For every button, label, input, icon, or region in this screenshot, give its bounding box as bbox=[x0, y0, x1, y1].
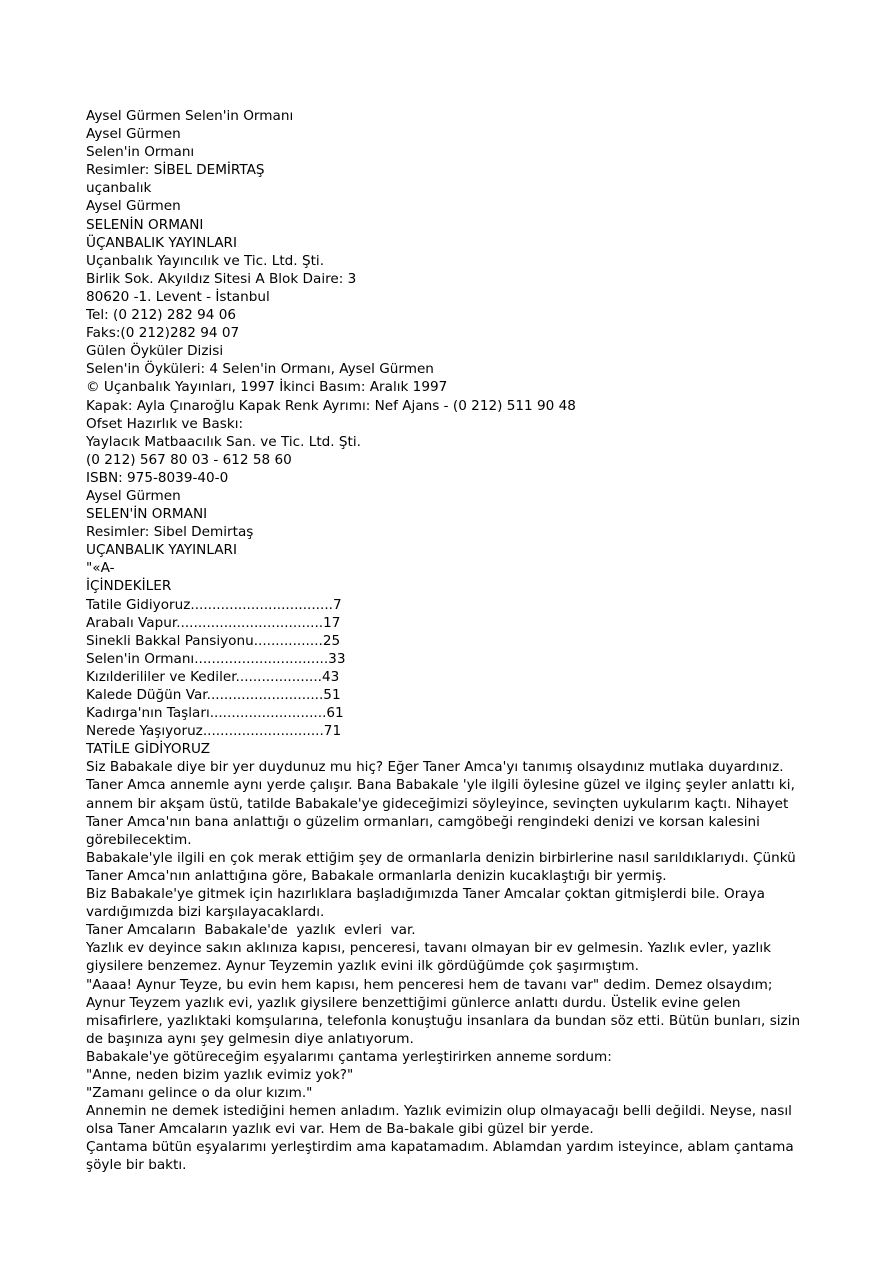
toc-entry: Arabalı Vapur..................................17 bbox=[86, 614, 341, 631]
body-paragraph: Çantama bütün eşyalarımı yerleştirdim ama kapatamadım. Ablamdan yardım isteyince, ablam çantama şöyle bir baktı. bbox=[86, 1139, 794, 1174]
body-paragraph: Siz Babakale diye bir yer duydunuz mu hiç? Eğer Taner Amca'yı tanımış olsaydınız mutlaka duyardınız. Taner Amca annemle aynı yerde çalışır. Bana Babakale 'yle ilgili öylesine güzel ve ilginç şeyler anlattı ki, annem bir akşam üstü, tatilde Babakale'ye gideceğimizi söyleyince, sevinçten uykularım kaçtı. Nihayet Taner Amca'nın bana anlattığı o güzelim ormanları, camgöbeği rengindeki denizi ve korsan kalesini görebilecektim. bbox=[86, 759, 795, 848]
author-name: Aysel Gürmen bbox=[86, 487, 181, 504]
printer-phone: (0 212) 567 80 03 - 612 58 60 bbox=[86, 451, 292, 468]
publisher-logo-text: uçanbalık bbox=[86, 180, 152, 197]
document-page bbox=[86, 107, 808, 1175]
book-title-upper: SELENİN ORMANI bbox=[86, 216, 204, 233]
body-paragraph: "Aaaa! Aynur Teyze, bu evin hem kapısı, hem penceresi hem de tavanı var" dedim. Demez olsaydım; Aynur Teyzem yazlık evi, yazlık giysilere benzettiğimi günlerce anlattı durdu. Üstelik evine gelen misafirlere, yazlıktaki komşularına, telefonla konuştuğu insanlara da bundan söz etti. Bütün bunları, sizin de başınıza aynı şey gelmesin diye anlatıyorum. bbox=[86, 976, 801, 1047]
book-title: Selen'in Ormanı bbox=[86, 144, 195, 161]
series-entry: Selen'in Öyküleri: 4 Selen'in Ormanı, Aysel Gürmen bbox=[86, 361, 434, 378]
copyright-line: © Uçanbalık Yayınları, 1997 İkinci Basım: Aralık 1997 bbox=[86, 379, 448, 396]
book-header-line: Aysel Gürmen Selen'in Ormanı bbox=[86, 108, 294, 124]
front-matter bbox=[86, 107, 808, 596]
toc-entry: Kalede Düğün Var...........................51 bbox=[86, 687, 341, 703]
body-paragraph: Annemin ne demek istediğini hemen anladım. Yazlık evimizin olup olmayacağı belli değildi. Neyse, nasıl olsa Taner Amcaların yazlık evi var. Hem de Ba-bakale gibi güzel bir yerde. bbox=[86, 1103, 792, 1138]
publisher-company: Uçanbalık Yayıncılık ve Tic. Ltd. Şti. bbox=[86, 252, 325, 269]
publisher-name: UÇANBALIK YAYINLARI bbox=[86, 542, 237, 559]
cover-credit: Kapak: Ayla Çınaroğlu Kapak Renk Ayrımı: Nef Ajans - (0 212) 511 90 48 bbox=[86, 397, 576, 414]
series-name: Gülen Öyküler Dizisi bbox=[86, 343, 224, 360]
publisher-fax: Faks:(0 212)282 94 07 bbox=[86, 325, 240, 342]
illustrator-credit: Resimler: Sibel Demirtaş bbox=[86, 524, 254, 541]
toc-entry: Tatile Gidiyoruz.................................7 bbox=[86, 596, 342, 613]
print-prep-label: Ofset Hazırlık ve Baskı: bbox=[86, 415, 244, 432]
body-paragraph: Babakale'yle ilgili en çok merak ettiğim şey de ormanlarla denizin birbirlerine nasıl sarıldıklarıydı. Çünkü Taner Amca'nın anlattığına göre, Babakale ormanlarla denizin kucaklaştığı bir yermiş. bbox=[86, 849, 796, 884]
author-name: Aysel Gürmen bbox=[86, 126, 181, 143]
isbn: ISBN: 975-8039-40-0 bbox=[86, 469, 229, 486]
body-paragraph: Biz Babakale'ye gitmek için hazırlıklara başladığımızda Taner Amcalar çoktan gitmişlerdi bile. Oraya vardığımızda bizi karşılayacaklardı. bbox=[86, 886, 765, 921]
dialogue-line: "Anne, neden bizim yazlık evimiz yok?" bbox=[86, 1066, 354, 1083]
toc-entry: Kadırga'nın Taşları...........................61 bbox=[86, 705, 344, 722]
publisher-name: ÜÇANBALIK YAYINLARI bbox=[86, 234, 237, 251]
chapter-title: TATİLE GİDİYORUZ bbox=[86, 741, 211, 758]
publisher-city: 80620 -1. Levent - İstanbul bbox=[86, 288, 270, 305]
table-of-contents bbox=[86, 596, 808, 741]
printer-company: Yaylacık Matbaacılık San. ve Tic. Ltd. Şti. bbox=[86, 433, 361, 450]
toc-entry: Nerede Yaşıyoruz............................71 bbox=[86, 723, 342, 740]
body-paragraph: Taner Amcaların Babakale'de yazlık evleri var. bbox=[86, 922, 416, 939]
toc-entry: Sinekli Bakkal Pansiyonu................25 bbox=[86, 632, 341, 649]
publisher-phone: Tel: (0 212) 282 94 06 bbox=[86, 307, 237, 324]
chapter-body bbox=[86, 758, 808, 1174]
body-paragraph: Yazlık ev deyince sakın aklınıza kapısı, penceresi, tavanı olmayan bir ev gelmesin. Yazlık evler, yazlık giysilere benzemez. Aynur Teyzemin yazlık evini ilk gördüğümde çok şaşırmıştım. bbox=[86, 940, 771, 975]
toc-entry: Kızılderililer ve Kediler....................43 bbox=[86, 668, 340, 685]
book-title-upper: SELEN'İN ORMANI bbox=[86, 506, 208, 523]
illustrator-credit: Resimler: SİBEL DEMİRTAŞ bbox=[86, 162, 265, 179]
body-paragraph: Babakale'ye götüreceğim eşyalarımı çantama yerleştirirken anneme sordum: bbox=[86, 1048, 612, 1065]
toc-heading: İÇİNDEKİLER bbox=[86, 578, 172, 595]
publisher-address: Birlik Sok. Akyıldız Sitesi A Blok Daire: 3 bbox=[86, 270, 357, 287]
author-name: Aysel Gürmen bbox=[86, 198, 181, 215]
toc-entry: Selen'in Ormanı...............................33 bbox=[86, 650, 346, 667]
ocr-artifact: "«A- bbox=[86, 560, 115, 577]
dialogue-line: "Zamanı gelince o da olur kızım." bbox=[86, 1085, 313, 1102]
